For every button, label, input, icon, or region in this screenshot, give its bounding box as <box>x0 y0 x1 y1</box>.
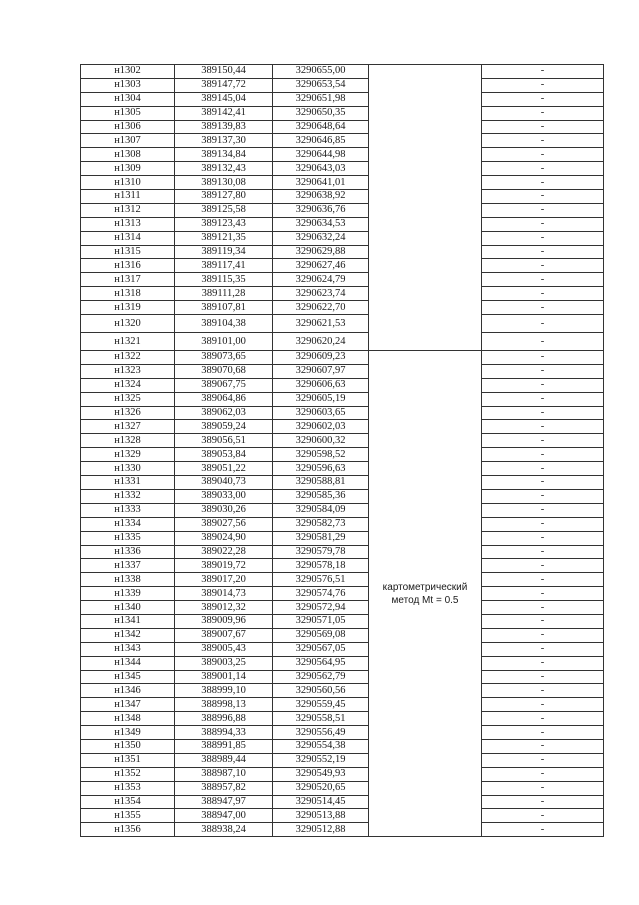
y-coordinate-cell: 3290579,78 <box>273 545 369 559</box>
point-id-cell: н1305 <box>81 106 175 120</box>
table-row <box>81 106 604 120</box>
point-id-cell: н1310 <box>81 176 175 190</box>
table-row <box>81 190 604 204</box>
table-row <box>81 434 604 448</box>
x-coordinate-cell: 388947,00 <box>175 809 273 823</box>
x-coordinate-cell: 389145,04 <box>175 92 273 106</box>
x-coordinate-cell: 389107,81 <box>175 301 273 315</box>
description-cell: - <box>482 301 604 315</box>
description-cell: - <box>482 273 604 287</box>
point-id-cell: н1327 <box>81 420 175 434</box>
x-coordinate-cell: 389073,65 <box>175 351 273 365</box>
coordinates-table-body <box>81 65 604 837</box>
coordinates-sheet <box>80 64 603 837</box>
x-coordinate-cell: 389009,96 <box>175 614 273 628</box>
point-id-cell: н1340 <box>81 601 175 615</box>
x-coordinate-cell: 389134,84 <box>175 148 273 162</box>
description-cell: - <box>482 78 604 92</box>
x-coordinate-cell: 388938,24 <box>175 823 273 837</box>
y-coordinate-cell: 3290643,03 <box>273 162 369 176</box>
x-coordinate-cell: 389147,72 <box>175 78 273 92</box>
description-cell: - <box>482 448 604 462</box>
point-id-cell: н1320 <box>81 315 175 333</box>
method-cell: картометрический метод Mt = 0.5 <box>369 351 482 837</box>
table-row <box>81 795 604 809</box>
table-row <box>81 684 604 698</box>
description-cell: - <box>482 333 604 351</box>
y-coordinate-cell: 3290588,81 <box>273 476 369 490</box>
x-coordinate-cell: 388947,97 <box>175 795 273 809</box>
description-cell: - <box>482 559 604 573</box>
point-id-cell: н1349 <box>81 726 175 740</box>
description-cell: - <box>482 628 604 642</box>
point-id-cell: н1335 <box>81 531 175 545</box>
point-id-cell: н1332 <box>81 489 175 503</box>
table-row <box>81 781 604 795</box>
x-coordinate-cell: 389007,67 <box>175 628 273 642</box>
description-cell: - <box>482 190 604 204</box>
y-coordinate-cell: 3290606,63 <box>273 378 369 392</box>
x-coordinate-cell: 389024,90 <box>175 531 273 545</box>
table-row <box>81 698 604 712</box>
y-coordinate-cell: 3290520,65 <box>273 781 369 795</box>
point-id-cell: н1355 <box>81 809 175 823</box>
table-row <box>81 601 604 615</box>
description-cell: - <box>482 670 604 684</box>
x-coordinate-cell: 389051,22 <box>175 462 273 476</box>
y-coordinate-cell: 3290620,24 <box>273 333 369 351</box>
table-row <box>81 231 604 245</box>
point-id-cell: н1343 <box>81 642 175 656</box>
description-cell: - <box>482 92 604 106</box>
y-coordinate-cell: 3290644,98 <box>273 148 369 162</box>
table-row <box>81 726 604 740</box>
x-coordinate-cell: 388987,10 <box>175 767 273 781</box>
table-row <box>81 78 604 92</box>
point-id-cell: н1346 <box>81 684 175 698</box>
x-coordinate-cell: 389056,51 <box>175 434 273 448</box>
y-coordinate-cell: 3290578,18 <box>273 559 369 573</box>
y-coordinate-cell: 3290582,73 <box>273 517 369 531</box>
y-coordinate-cell: 3290574,76 <box>273 587 369 601</box>
x-coordinate-cell: 389117,41 <box>175 259 273 273</box>
method-cell-empty <box>369 65 482 351</box>
x-coordinate-cell: 389022,28 <box>175 545 273 559</box>
y-coordinate-cell: 3290634,53 <box>273 217 369 231</box>
table-row <box>81 287 604 301</box>
point-id-cell: н1344 <box>81 656 175 670</box>
x-coordinate-cell: 388996,88 <box>175 712 273 726</box>
y-coordinate-cell: 3290655,00 <box>273 65 369 79</box>
table-row <box>81 301 604 315</box>
table-row <box>81 809 604 823</box>
table-row <box>81 245 604 259</box>
point-id-cell: н1331 <box>81 476 175 490</box>
description-cell: - <box>482 378 604 392</box>
description-cell: - <box>482 106 604 120</box>
description-cell: - <box>482 726 604 740</box>
description-cell: - <box>482 217 604 231</box>
x-coordinate-cell: 389139,83 <box>175 120 273 134</box>
y-coordinate-cell: 3290559,45 <box>273 698 369 712</box>
y-coordinate-cell: 3290549,93 <box>273 767 369 781</box>
point-id-cell: н1312 <box>81 203 175 217</box>
point-id-cell: н1337 <box>81 559 175 573</box>
table-row <box>81 134 604 148</box>
description-cell: - <box>482 684 604 698</box>
y-coordinate-cell: 3290650,35 <box>273 106 369 120</box>
point-id-cell: н1318 <box>81 287 175 301</box>
x-coordinate-cell: 389130,08 <box>175 176 273 190</box>
table-row <box>81 65 604 79</box>
point-id-cell: н1302 <box>81 65 175 79</box>
y-coordinate-cell: 3290558,51 <box>273 712 369 726</box>
table-row <box>81 351 604 365</box>
point-id-cell: н1338 <box>81 573 175 587</box>
description-cell: - <box>482 406 604 420</box>
point-id-cell: н1307 <box>81 134 175 148</box>
table-row <box>81 259 604 273</box>
description-cell: - <box>482 392 604 406</box>
description-cell: - <box>482 176 604 190</box>
description-cell: - <box>482 287 604 301</box>
x-coordinate-cell: 389027,56 <box>175 517 273 531</box>
point-id-cell: н1341 <box>81 614 175 628</box>
x-coordinate-cell: 389070,68 <box>175 364 273 378</box>
table-row <box>81 628 604 642</box>
y-coordinate-cell: 3290621,53 <box>273 315 369 333</box>
y-coordinate-cell: 3290564,95 <box>273 656 369 670</box>
y-coordinate-cell: 3290596,63 <box>273 462 369 476</box>
table-row <box>81 503 604 517</box>
x-coordinate-cell: 389121,35 <box>175 231 273 245</box>
y-coordinate-cell: 3290576,51 <box>273 573 369 587</box>
x-coordinate-cell: 389119,34 <box>175 245 273 259</box>
x-coordinate-cell: 389014,73 <box>175 587 273 601</box>
description-cell: - <box>482 162 604 176</box>
description-cell: - <box>482 203 604 217</box>
y-coordinate-cell: 3290514,45 <box>273 795 369 809</box>
table-row <box>81 642 604 656</box>
point-id-cell: н1336 <box>81 545 175 559</box>
y-coordinate-cell: 3290600,32 <box>273 434 369 448</box>
x-coordinate-cell: 389064,86 <box>175 392 273 406</box>
point-id-cell: н1328 <box>81 434 175 448</box>
y-coordinate-cell: 3290641,01 <box>273 176 369 190</box>
table-row <box>81 670 604 684</box>
x-coordinate-cell: 389115,35 <box>175 273 273 287</box>
point-id-cell: н1345 <box>81 670 175 684</box>
y-coordinate-cell: 3290584,09 <box>273 503 369 517</box>
y-coordinate-cell: 3290585,36 <box>273 489 369 503</box>
y-coordinate-cell: 3290567,05 <box>273 642 369 656</box>
y-coordinate-cell: 3290646,85 <box>273 134 369 148</box>
table-row <box>81 203 604 217</box>
point-id-cell: н1313 <box>81 217 175 231</box>
x-coordinate-cell: 389104,38 <box>175 315 273 333</box>
description-cell: - <box>482 364 604 378</box>
table-row <box>81 559 604 573</box>
y-coordinate-cell: 3290636,76 <box>273 203 369 217</box>
point-id-cell: н1306 <box>81 120 175 134</box>
point-id-cell: н1330 <box>81 462 175 476</box>
y-coordinate-cell: 3290627,46 <box>273 259 369 273</box>
point-id-cell: н1322 <box>81 351 175 365</box>
x-coordinate-cell: 389012,32 <box>175 601 273 615</box>
point-id-cell: н1308 <box>81 148 175 162</box>
y-coordinate-cell: 3290624,79 <box>273 273 369 287</box>
description-cell: - <box>482 614 604 628</box>
description-cell: - <box>482 148 604 162</box>
point-id-cell: н1334 <box>81 517 175 531</box>
y-coordinate-cell: 3290638,92 <box>273 190 369 204</box>
x-coordinate-cell: 389053,84 <box>175 448 273 462</box>
table-row <box>81 364 604 378</box>
table-row <box>81 753 604 767</box>
description-cell: - <box>482 753 604 767</box>
table-row <box>81 545 604 559</box>
table-row <box>81 333 604 351</box>
description-cell: - <box>482 712 604 726</box>
y-coordinate-cell: 3290648,64 <box>273 120 369 134</box>
description-cell: - <box>482 476 604 490</box>
x-coordinate-cell: 389067,75 <box>175 378 273 392</box>
y-coordinate-cell: 3290598,52 <box>273 448 369 462</box>
x-coordinate-cell: 388989,44 <box>175 753 273 767</box>
x-coordinate-cell: 389123,43 <box>175 217 273 231</box>
x-coordinate-cell: 389001,14 <box>175 670 273 684</box>
y-coordinate-cell: 3290571,05 <box>273 614 369 628</box>
coordinates-table <box>80 64 604 837</box>
point-id-cell: н1325 <box>81 392 175 406</box>
y-coordinate-cell: 3290609,23 <box>273 351 369 365</box>
description-cell: - <box>482 573 604 587</box>
x-coordinate-cell: 389003,25 <box>175 656 273 670</box>
point-id-cell: н1326 <box>81 406 175 420</box>
x-coordinate-cell: 389125,58 <box>175 203 273 217</box>
y-coordinate-cell: 3290607,97 <box>273 364 369 378</box>
description-cell: - <box>482 795 604 809</box>
table-row <box>81 712 604 726</box>
point-id-cell: н1321 <box>81 333 175 351</box>
point-id-cell: н1323 <box>81 364 175 378</box>
description-cell: - <box>482 587 604 601</box>
description-cell: - <box>482 823 604 837</box>
description-cell: - <box>482 601 604 615</box>
description-cell: - <box>482 545 604 559</box>
description-cell: - <box>482 781 604 795</box>
table-row <box>81 739 604 753</box>
x-coordinate-cell: 389132,43 <box>175 162 273 176</box>
point-id-cell: н1303 <box>81 78 175 92</box>
description-cell: - <box>482 315 604 333</box>
description-cell: - <box>482 809 604 823</box>
description-cell: - <box>482 767 604 781</box>
x-coordinate-cell: 388998,13 <box>175 698 273 712</box>
x-coordinate-cell: 389062,03 <box>175 406 273 420</box>
point-id-cell: н1354 <box>81 795 175 809</box>
description-cell: - <box>482 489 604 503</box>
table-row <box>81 162 604 176</box>
point-id-cell: н1350 <box>81 739 175 753</box>
x-coordinate-cell: 388957,82 <box>175 781 273 795</box>
x-coordinate-cell: 389101,00 <box>175 333 273 351</box>
x-coordinate-cell: 389030,26 <box>175 503 273 517</box>
x-coordinate-cell: 389019,72 <box>175 559 273 573</box>
table-row <box>81 489 604 503</box>
description-cell: - <box>482 420 604 434</box>
y-coordinate-cell: 3290554,38 <box>273 739 369 753</box>
table-row <box>81 176 604 190</box>
point-id-cell: н1315 <box>81 245 175 259</box>
description-cell: - <box>482 642 604 656</box>
y-coordinate-cell: 3290562,79 <box>273 670 369 684</box>
table-row <box>81 448 604 462</box>
x-coordinate-cell: 389017,20 <box>175 573 273 587</box>
point-id-cell: н1347 <box>81 698 175 712</box>
x-coordinate-cell: 389150,44 <box>175 65 273 79</box>
point-id-cell: н1333 <box>81 503 175 517</box>
description-cell: - <box>482 134 604 148</box>
y-coordinate-cell: 3290572,94 <box>273 601 369 615</box>
table-row <box>81 573 604 587</box>
table-row <box>81 767 604 781</box>
y-coordinate-cell: 3290651,98 <box>273 92 369 106</box>
description-cell: - <box>482 517 604 531</box>
table-row <box>81 406 604 420</box>
x-coordinate-cell: 389137,30 <box>175 134 273 148</box>
y-coordinate-cell: 3290623,74 <box>273 287 369 301</box>
description-cell: - <box>482 656 604 670</box>
point-id-cell: н1356 <box>81 823 175 837</box>
y-coordinate-cell: 3290581,29 <box>273 531 369 545</box>
table-row <box>81 614 604 628</box>
x-coordinate-cell: 389005,43 <box>175 642 273 656</box>
description-cell: - <box>482 120 604 134</box>
table-row <box>81 462 604 476</box>
x-coordinate-cell: 389033,00 <box>175 489 273 503</box>
point-id-cell: н1324 <box>81 378 175 392</box>
table-row <box>81 315 604 333</box>
description-cell: - <box>482 65 604 79</box>
point-id-cell: н1348 <box>81 712 175 726</box>
x-coordinate-cell: 389059,24 <box>175 420 273 434</box>
table-row <box>81 148 604 162</box>
table-row <box>81 656 604 670</box>
x-coordinate-cell: 389142,41 <box>175 106 273 120</box>
table-row <box>81 217 604 231</box>
point-id-cell: н1311 <box>81 190 175 204</box>
y-coordinate-cell: 3290569,08 <box>273 628 369 642</box>
y-coordinate-cell: 3290622,70 <box>273 301 369 315</box>
point-id-cell: н1351 <box>81 753 175 767</box>
x-coordinate-cell: 389040,73 <box>175 476 273 490</box>
description-cell: - <box>482 698 604 712</box>
y-coordinate-cell: 3290560,56 <box>273 684 369 698</box>
y-coordinate-cell: 3290552,19 <box>273 753 369 767</box>
point-id-cell: н1304 <box>81 92 175 106</box>
description-cell: - <box>482 231 604 245</box>
table-row <box>81 92 604 106</box>
table-row <box>81 378 604 392</box>
y-coordinate-cell: 3290556,49 <box>273 726 369 740</box>
y-coordinate-cell: 3290653,54 <box>273 78 369 92</box>
point-id-cell: н1353 <box>81 781 175 795</box>
point-id-cell: н1342 <box>81 628 175 642</box>
table-row <box>81 476 604 490</box>
description-cell: - <box>482 434 604 448</box>
description-cell: - <box>482 462 604 476</box>
y-coordinate-cell: 3290605,19 <box>273 392 369 406</box>
point-id-cell: н1316 <box>81 259 175 273</box>
x-coordinate-cell: 388999,10 <box>175 684 273 698</box>
y-coordinate-cell: 3290629,88 <box>273 245 369 259</box>
table-row <box>81 517 604 531</box>
point-id-cell: н1319 <box>81 301 175 315</box>
description-cell: - <box>482 245 604 259</box>
y-coordinate-cell: 3290602,03 <box>273 420 369 434</box>
point-id-cell: н1314 <box>81 231 175 245</box>
y-coordinate-cell: 3290603,65 <box>273 406 369 420</box>
x-coordinate-cell: 388994,33 <box>175 726 273 740</box>
table-row <box>81 392 604 406</box>
point-id-cell: н1309 <box>81 162 175 176</box>
description-cell: - <box>482 531 604 545</box>
description-cell: - <box>482 351 604 365</box>
y-coordinate-cell: 3290512,88 <box>273 823 369 837</box>
description-cell: - <box>482 739 604 753</box>
description-cell: - <box>482 503 604 517</box>
table-row <box>81 273 604 287</box>
table-row <box>81 823 604 837</box>
description-cell: - <box>482 259 604 273</box>
table-row <box>81 587 604 601</box>
table-row <box>81 420 604 434</box>
point-id-cell: н1329 <box>81 448 175 462</box>
table-row <box>81 120 604 134</box>
y-coordinate-cell: 3290513,88 <box>273 809 369 823</box>
point-id-cell: н1352 <box>81 767 175 781</box>
x-coordinate-cell: 388991,85 <box>175 739 273 753</box>
y-coordinate-cell: 3290632,24 <box>273 231 369 245</box>
x-coordinate-cell: 389111,28 <box>175 287 273 301</box>
x-coordinate-cell: 389127,80 <box>175 190 273 204</box>
point-id-cell: н1339 <box>81 587 175 601</box>
point-id-cell: н1317 <box>81 273 175 287</box>
table-row <box>81 531 604 545</box>
